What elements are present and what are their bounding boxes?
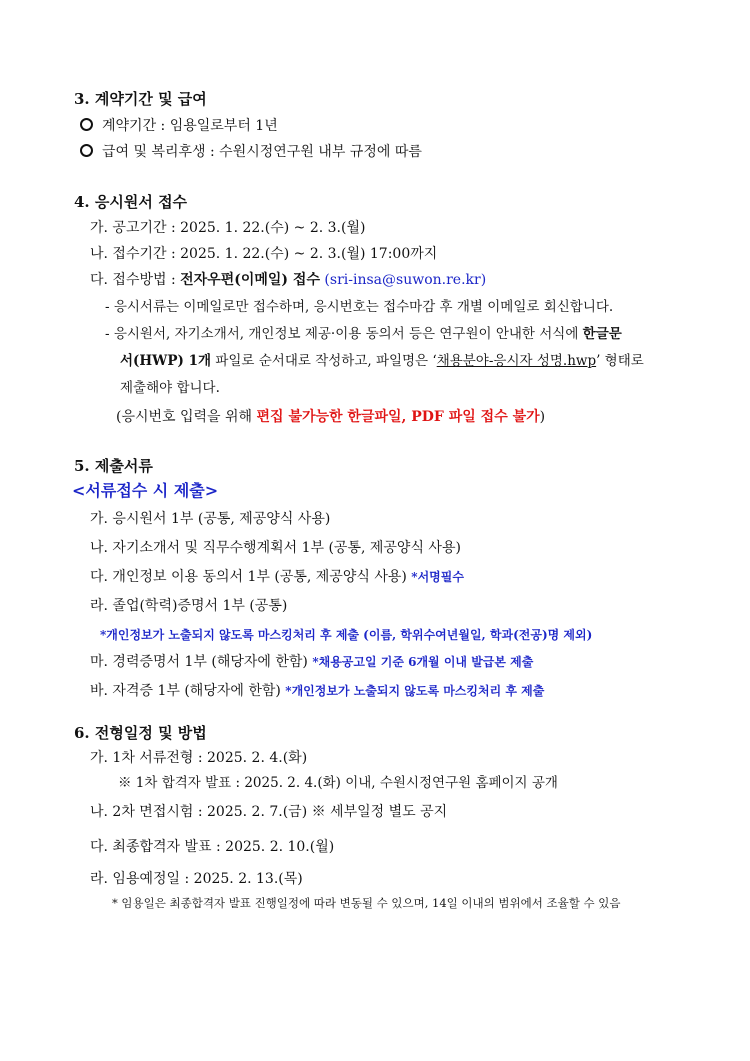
section-3-item-1 bbox=[80, 116, 278, 136]
doc-graduation-cert: 라. 졸업(학력)증명서 1부 (공통) bbox=[90, 598, 288, 614]
notice-period: 가. 공고기간 : 2025. 1. 22.(수) ~ 2. 3.(월) bbox=[90, 220, 366, 236]
career-cert-text: 마. 경력증명서 1부 (해당자에 한함) bbox=[90, 654, 313, 670]
circle-bullet-icon bbox=[80, 118, 93, 131]
detail-2-bold: 한글문 bbox=[582, 326, 622, 342]
schedule-first-result: ※ 1차 합격자 발표 : 2025. 2. 4.(화) 이내, 수원시정연구원 홈페이지 공개 bbox=[118, 775, 558, 791]
schedule-final-result: 다. 최종합격자 발표 : 2025. 2. 10.(월) bbox=[90, 839, 335, 855]
application-period: 나. 접수기간 : 2025. 1. 22.(수) ~ 2. 3.(월) 17:00까지 bbox=[90, 246, 438, 262]
method-detail-2-cont bbox=[120, 351, 644, 371]
circle-bullet-icon bbox=[80, 144, 93, 157]
detail-2-text: - 응시원서, 자기소개서, 개인정보 제공·이용 동의서 등은 연구원이 안내한 서식에 bbox=[105, 326, 583, 342]
note-close: ) bbox=[539, 409, 546, 425]
filename-format: 채용분야-응시자 성명.hwp bbox=[436, 353, 597, 369]
section-4-title: 4. 응시원서 접수 bbox=[74, 193, 188, 211]
doc-career-cert bbox=[90, 652, 533, 672]
method-detail-2 bbox=[105, 324, 622, 344]
hwp-file-count: 서(HWP) 1개 bbox=[120, 353, 212, 369]
section-5-subtitle: <서류접수 시 제출> bbox=[72, 481, 219, 500]
note-warning: 편집 불가능한 한글파일, PDF 파일 접수 불가 bbox=[256, 409, 540, 425]
doc-application-form: 가. 응시원서 1부 (공통, 제공양식 사용) bbox=[90, 511, 331, 527]
license-text: 바. 자격증 1부 (해당자에 한함) bbox=[90, 683, 286, 699]
note-open: (응시번호 입력을 위해 bbox=[116, 409, 257, 425]
method-label: 다. 접수방법 : bbox=[90, 272, 181, 288]
schedule-interview: 나. 2차 면접시험 : 2025. 2. 7.(금) ※ 세부일정 별도 공지 bbox=[90, 804, 448, 820]
section-3-item-2 bbox=[80, 142, 422, 162]
section-3-title: 3. 계약기간 및 급여 bbox=[74, 90, 207, 108]
graduation-cert-note: *개인정보가 노출되지 않도록 마스킹처리 후 제출 (이름, 학위수여년월일, 학과(전공)명 제외) bbox=[100, 628, 593, 642]
salary-text: 급여 및 복리후생 : 수원시정연구원 내부 규정에 따름 bbox=[102, 144, 422, 160]
schedule-start-date: 라. 임용예정일 : 2025. 2. 13.(목) bbox=[90, 871, 303, 887]
application-method bbox=[90, 270, 486, 290]
method-email: 전자우편(이메일) 접수 bbox=[180, 272, 320, 288]
email-address[interactable]: (sri-insa@suwon.re.kr) bbox=[319, 272, 487, 288]
filename-prefix: 파일로 순서대로 작성하고, 파일명은 ‘ bbox=[211, 353, 437, 369]
section-6-title: 6. 전형일정 및 방법 bbox=[74, 724, 207, 742]
doc-privacy-consent bbox=[90, 567, 464, 587]
start-date-note: * 임용일은 최종합격자 발표 진행일정에 따라 변동될 수 있으며, 14일 이내의 범위에서 조율할 수 있음 bbox=[112, 896, 621, 910]
career-cert-note: *채용공고일 기준 6개월 이내 발급본 제출 bbox=[312, 655, 534, 669]
filename-suffix: ’ 형태로 bbox=[596, 353, 644, 369]
doc-license bbox=[90, 681, 544, 701]
section-5-title: 5. 제출서류 bbox=[74, 457, 153, 475]
method-detail-2-end: 제출해야 합니다. bbox=[120, 380, 220, 396]
method-detail-1: - 응시서류는 이메일로만 접수하며, 응시번호는 접수마감 후 개별 이메일로 회신합니다. bbox=[105, 299, 614, 315]
privacy-consent-text: 다. 개인정보 이용 동의서 1부 (공통, 제공양식 사용) bbox=[90, 569, 412, 585]
method-note bbox=[116, 407, 545, 427]
schedule-document-screening: 가. 1차 서류전형 : 2025. 2. 4.(화) bbox=[90, 750, 308, 766]
contract-period-text: 계약기간 : 임용일로부터 1년 bbox=[102, 118, 278, 134]
doc-self-intro: 나. 자기소개서 및 직무수행계획서 1부 (공통, 제공양식 사용) bbox=[90, 540, 461, 556]
license-note: *개인정보가 노출되지 않도록 마스킹처리 후 제출 bbox=[285, 684, 545, 698]
signature-required: *서명필수 bbox=[411, 570, 464, 584]
